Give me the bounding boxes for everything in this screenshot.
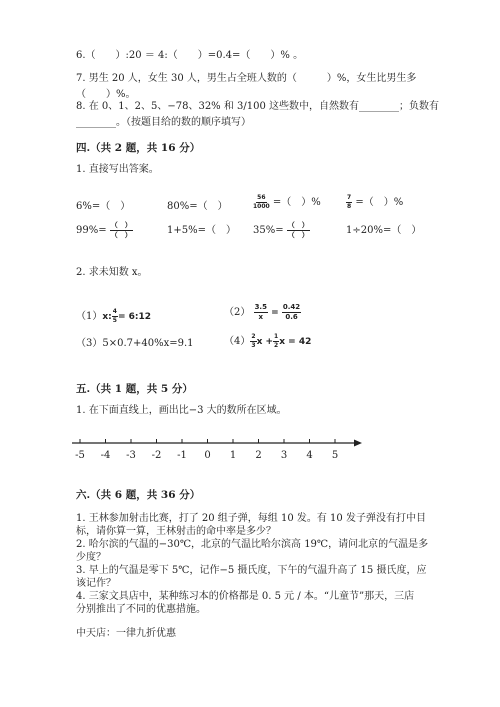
section-6-line-1: 1. 王林参加射击比赛，打了 20 组子弹，每组 10 发。有 10 发子弹没有打中目 — [76, 513, 426, 524]
section-6-line-2: 标，请你算一算，王林射击的命中率是多少？ — [76, 526, 276, 537]
section-5-q1: 1. 在下面直线上，画出比−3 大的数所在区域。 — [76, 405, 287, 416]
fraction: $\frac{56}{1000}$ — [253, 194, 270, 210]
number-line-label: 5 — [331, 450, 339, 461]
section-4-q1-title: 1. 直接写出答案。 — [76, 164, 159, 175]
question-7-line2: （ ）%。 — [76, 89, 136, 100]
calc-80-percent: 80%=（ ） — [167, 201, 228, 212]
number-line-label: 0 — [204, 450, 211, 461]
equation-2: （2） $\frac{3.5}{x}$ = $\frac{0.42}{0.6}$ — [224, 303, 301, 321]
number-line-label: 2 — [255, 450, 262, 461]
calc-56-over-1000: $\frac{56}{1000}$ =（ ）% — [253, 194, 321, 210]
section-6-heading: 六.（共 6 题，共 36 分） — [76, 489, 201, 501]
section-6-line-4: 少度？ — [76, 552, 106, 563]
calc-6-percent: 6%=（ ） — [76, 201, 131, 212]
section-4-heading: 四.（共 2 题，共 16 分） — [76, 142, 201, 154]
section-6-line-3: 2. 哈尔滨的气温的−30℃，北京的气温比哈尔滨高 19℃，请问北京的气温是多 — [76, 539, 429, 550]
number-line-label: -4 — [100, 450, 111, 461]
number-line-label: -2 — [151, 450, 162, 461]
calc-35-percent: 35%= $\frac{( )}{( )}$ — [253, 221, 309, 239]
number-line — [70, 433, 370, 467]
equation-3: （3）5×0.7+40%x=9.1 — [76, 338, 194, 349]
number-line-label: -5 — [75, 450, 85, 461]
number-line-label: 4 — [306, 450, 313, 461]
fraction: $\frac{2}{3}$ — [251, 333, 256, 349]
fraction: $\frac{0.42}{0.6}$ — [282, 303, 301, 321]
calc-7-over-8: $\frac{7}{8}$ =（ ）% — [347, 194, 404, 210]
number-line-ticks — [75, 439, 338, 461]
section-6-line-8: 分别推出了不同的优惠措施。 — [76, 604, 206, 615]
number-line-label: -3 — [126, 450, 136, 461]
store-offer: 中天店：一律九折优惠 — [76, 628, 176, 639]
section-4-q2-title: 2. 求未知数 x。 — [76, 267, 148, 278]
fraction: $\frac{7}{8}$ — [347, 194, 352, 210]
calc-99-percent: 99%= $\frac{( )}{( )}$ — [76, 221, 132, 239]
number-line-label: -1 — [177, 450, 187, 461]
section-5-heading: 五.（共 1 题，共 5 分） — [76, 383, 193, 395]
question-7-line1: 7. 男生 20 人，女生 30 人，男生占全班人数的（ ）%，女生比男生多 — [76, 73, 417, 84]
number-line-label: 1 — [229, 450, 237, 461]
number-line-arrow — [354, 440, 362, 447]
question-6: 6.（ ）:20 ＝ 4:（ ）=0.4=（ ）% 。 — [76, 50, 304, 61]
equation-1: （1）x: $\frac{4}{5}$ = 6:12 — [76, 308, 152, 324]
number-line-label: 3 — [280, 450, 288, 461]
fraction: $\frac{( )}{( )}$ — [110, 221, 132, 239]
calc-1-div-20-percent: 1÷20%=（ ） — [346, 225, 422, 236]
fraction: $\frac{3.5}{x}$ — [254, 303, 267, 321]
calc-1-plus-5-percent: 1+5%=（ ） — [167, 225, 236, 236]
section-6-line-5: 3. 早上的气温是零下 5℃，记作−5 摄氏度，下午的气温升高了 15 摄氏度，应 — [76, 565, 427, 576]
question-8-line1: 8. 在 0、1、2、5、−78、32% 和 3/100 这些数中，自然数有________；负数有 — [76, 101, 440, 112]
section-6-line-7: 4. 三家文具店中，某种练习本的价格都是 0. 5 元 / 本。“儿童节”那天，三店 — [76, 591, 415, 602]
fraction: $\frac{( )}{( )}$ — [287, 221, 309, 239]
equation-4: （4） $\frac{2}{3}$ x + $\frac{1}{2}$ x = 42 — [224, 333, 312, 349]
fraction: $\frac{1}{2}$ — [274, 333, 279, 349]
fraction: $\frac{4}{5}$ — [112, 308, 117, 324]
section-6-line-6: 该记作？ — [76, 578, 116, 589]
question-8-line2: ________。（按题目给的数的顺序填写） — [76, 117, 251, 128]
